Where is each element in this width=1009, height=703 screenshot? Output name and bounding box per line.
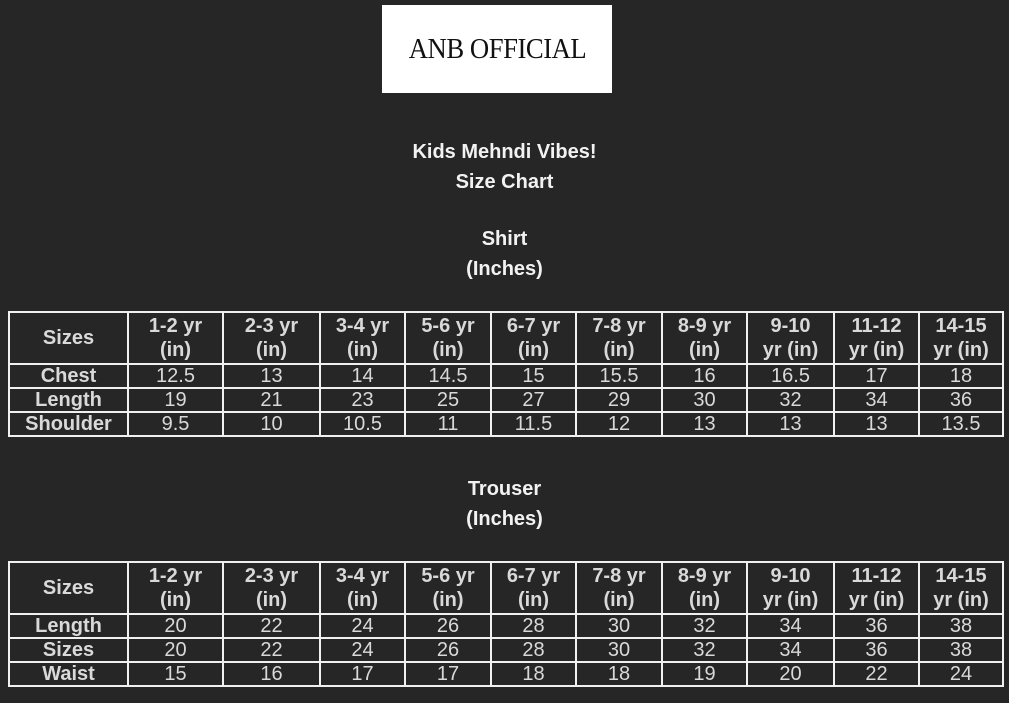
column-header — [576, 312, 662, 364]
trouser-heading-title: Trouser — [467, 478, 542, 500]
column-header-unit: (in) — [346, 589, 379, 611]
brand-logo — [382, 5, 612, 93]
table-cell: 22 — [834, 662, 919, 686]
table-cell: 25 — [405, 388, 491, 412]
table-cell: 15 — [491, 364, 576, 388]
table-cell: 12 — [576, 412, 662, 436]
column-header — [491, 562, 576, 614]
column-header — [128, 312, 223, 364]
page-title — [0, 137, 1009, 197]
column-header-unit: (in) — [346, 339, 379, 361]
table-cell: 13 — [747, 412, 834, 436]
table-cell: 26 — [405, 638, 491, 662]
table-cell: 24 — [320, 614, 405, 638]
column-header — [662, 312, 747, 364]
table-cell: 12.5 — [128, 364, 223, 388]
corner-header: Sizes — [9, 562, 128, 614]
page-title-line2: Size Chart — [455, 171, 554, 193]
table-cell: 13.5 — [919, 412, 1003, 436]
table-cell: 30 — [662, 388, 747, 412]
column-header — [747, 312, 834, 364]
table-cell: 20 — [747, 662, 834, 686]
column-header-age: 11-12 — [851, 565, 902, 587]
column-header-unit: (in) — [255, 589, 288, 611]
shirt-heading-unit: (Inches) — [466, 258, 543, 280]
table-cell: 15 — [128, 662, 223, 686]
table-cell: 26 — [405, 614, 491, 638]
table-cell: 14 — [320, 364, 405, 388]
column-header-age: 5-6 yr — [421, 315, 475, 337]
table-cell: 32 — [662, 614, 747, 638]
column-header-unit: (in) — [517, 339, 550, 361]
table-cell: 34 — [747, 614, 834, 638]
table-cell: 38 — [919, 614, 1003, 638]
table-cell: 10 — [223, 412, 320, 436]
column-header — [576, 562, 662, 614]
table-cell: 27 — [491, 388, 576, 412]
table-cell: 17 — [405, 662, 491, 686]
column-header-age: 2-3 yr — [244, 565, 299, 587]
table-cell: 19 — [128, 388, 223, 412]
table-cell: 13 — [662, 412, 747, 436]
table-cell: 16 — [223, 662, 320, 686]
table-cell: 19 — [662, 662, 747, 686]
table-cell: 16.5 — [747, 364, 834, 388]
table-cell: 13 — [834, 412, 919, 436]
table-cell: 32 — [747, 388, 834, 412]
table-cell: 18 — [576, 662, 662, 686]
table-cell: 22 — [223, 614, 320, 638]
column-header — [223, 562, 320, 614]
column-header — [834, 312, 919, 364]
shirt-section-heading — [0, 224, 1009, 284]
table-cell: 38 — [919, 638, 1003, 662]
column-header — [320, 312, 405, 364]
column-header-age: 3-4 yr — [335, 315, 390, 337]
shirt-heading-title: Shirt — [481, 228, 528, 250]
table-cell: 34 — [834, 388, 919, 412]
table-cell: 16 — [662, 364, 747, 388]
table-cell: 28 — [491, 638, 576, 662]
column-header — [405, 312, 491, 364]
table-row — [9, 638, 1003, 662]
column-header — [128, 562, 223, 614]
column-header-age: 9-10 — [770, 565, 811, 587]
column-header-age: 14-15 — [935, 315, 987, 337]
column-header-unit: yr (in) — [933, 589, 989, 611]
table-cell: 20 — [128, 638, 223, 662]
table-header-row — [9, 562, 1003, 614]
table-cell: 36 — [919, 388, 1003, 412]
column-header-age: 1-2 yr — [148, 315, 203, 337]
row-label: Sizes — [9, 638, 128, 662]
column-header-age: 9-10 — [770, 315, 811, 337]
column-header-unit: yr (in) — [762, 589, 819, 611]
trouser-size-table — [8, 561, 1004, 687]
column-header — [320, 562, 405, 614]
column-header — [405, 562, 491, 614]
table-cell: 32 — [662, 638, 747, 662]
table-cell: 17 — [834, 364, 919, 388]
column-header-unit: (in) — [517, 589, 550, 611]
column-header-age: 11-12 — [851, 315, 902, 337]
page-title-line1: Kids Mehndi Vibes! — [412, 141, 597, 163]
table-row — [9, 412, 1003, 436]
corner-header: Sizes — [9, 312, 128, 364]
table-cell: 14.5 — [405, 364, 491, 388]
column-header-unit: (in) — [432, 589, 464, 611]
column-header-unit: yr (in) — [933, 339, 989, 361]
row-label: Length — [9, 388, 128, 412]
table-cell: 22 — [223, 638, 320, 662]
column-header-unit: (in) — [688, 589, 721, 611]
trouser-section-heading — [0, 474, 1009, 534]
table-cell: 9.5 — [128, 412, 223, 436]
table-cell: 18 — [491, 662, 576, 686]
column-header-age: 2-3 yr — [244, 315, 299, 337]
table-cell: 30 — [576, 638, 662, 662]
table-cell: 23 — [320, 388, 405, 412]
column-header-age: 3-4 yr — [335, 565, 390, 587]
column-header-age: 8-9 yr — [677, 315, 732, 337]
table-cell: 30 — [576, 614, 662, 638]
table-cell: 11.5 — [491, 412, 576, 436]
column-header-unit: yr (in) — [848, 589, 905, 611]
table-cell: 36 — [834, 614, 919, 638]
column-header-unit: yr (in) — [848, 339, 905, 361]
table-cell: 21 — [223, 388, 320, 412]
shirt-size-table — [8, 311, 1004, 437]
table-cell: 13 — [223, 364, 320, 388]
table-cell: 18 — [919, 364, 1003, 388]
column-header — [747, 562, 834, 614]
column-header-unit: (in) — [159, 339, 192, 361]
table-row — [9, 388, 1003, 412]
brand-logo-text: ANB OFFICIAL — [408, 32, 586, 65]
column-header-age: 7-8 yr — [592, 315, 646, 337]
column-header-age: 14-15 — [935, 565, 987, 587]
table-cell: 20 — [128, 614, 223, 638]
column-header-age: 8-9 yr — [677, 565, 732, 587]
row-label: Chest — [9, 364, 128, 388]
table-cell: 24 — [320, 638, 405, 662]
column-header-unit: (in) — [603, 339, 635, 361]
table-header-row — [9, 312, 1003, 364]
table-cell: 34 — [747, 638, 834, 662]
column-header-unit: (in) — [603, 589, 635, 611]
column-header — [919, 562, 1003, 614]
column-header-unit: (in) — [688, 339, 721, 361]
column-header-age: 1-2 yr — [148, 565, 203, 587]
column-header — [662, 562, 747, 614]
column-header-unit: (in) — [432, 339, 464, 361]
table-cell: 11 — [405, 412, 491, 436]
column-header-age: 6-7 yr — [506, 315, 561, 337]
column-header — [491, 312, 576, 364]
column-header-age: 6-7 yr — [506, 565, 561, 587]
column-header-unit: (in) — [255, 339, 288, 361]
row-label: Shoulder — [9, 412, 128, 436]
table-cell: 29 — [576, 388, 662, 412]
column-header-age: 7-8 yr — [592, 565, 646, 587]
table-cell: 36 — [834, 638, 919, 662]
table-cell: 17 — [320, 662, 405, 686]
column-header-unit: (in) — [159, 589, 192, 611]
column-header-unit: yr (in) — [762, 339, 819, 361]
table-row — [9, 364, 1003, 388]
table-row — [9, 662, 1003, 686]
table-cell: 28 — [491, 614, 576, 638]
table-row — [9, 614, 1003, 638]
row-label: Waist — [9, 662, 128, 686]
table-cell: 10.5 — [320, 412, 405, 436]
trouser-heading-unit: (Inches) — [466, 508, 543, 530]
row-label: Length — [9, 614, 128, 638]
column-header — [919, 312, 1003, 364]
column-header — [834, 562, 919, 614]
table-cell: 15.5 — [576, 364, 662, 388]
column-header-age: 5-6 yr — [421, 565, 475, 587]
table-cell: 24 — [919, 662, 1003, 686]
column-header — [223, 312, 320, 364]
